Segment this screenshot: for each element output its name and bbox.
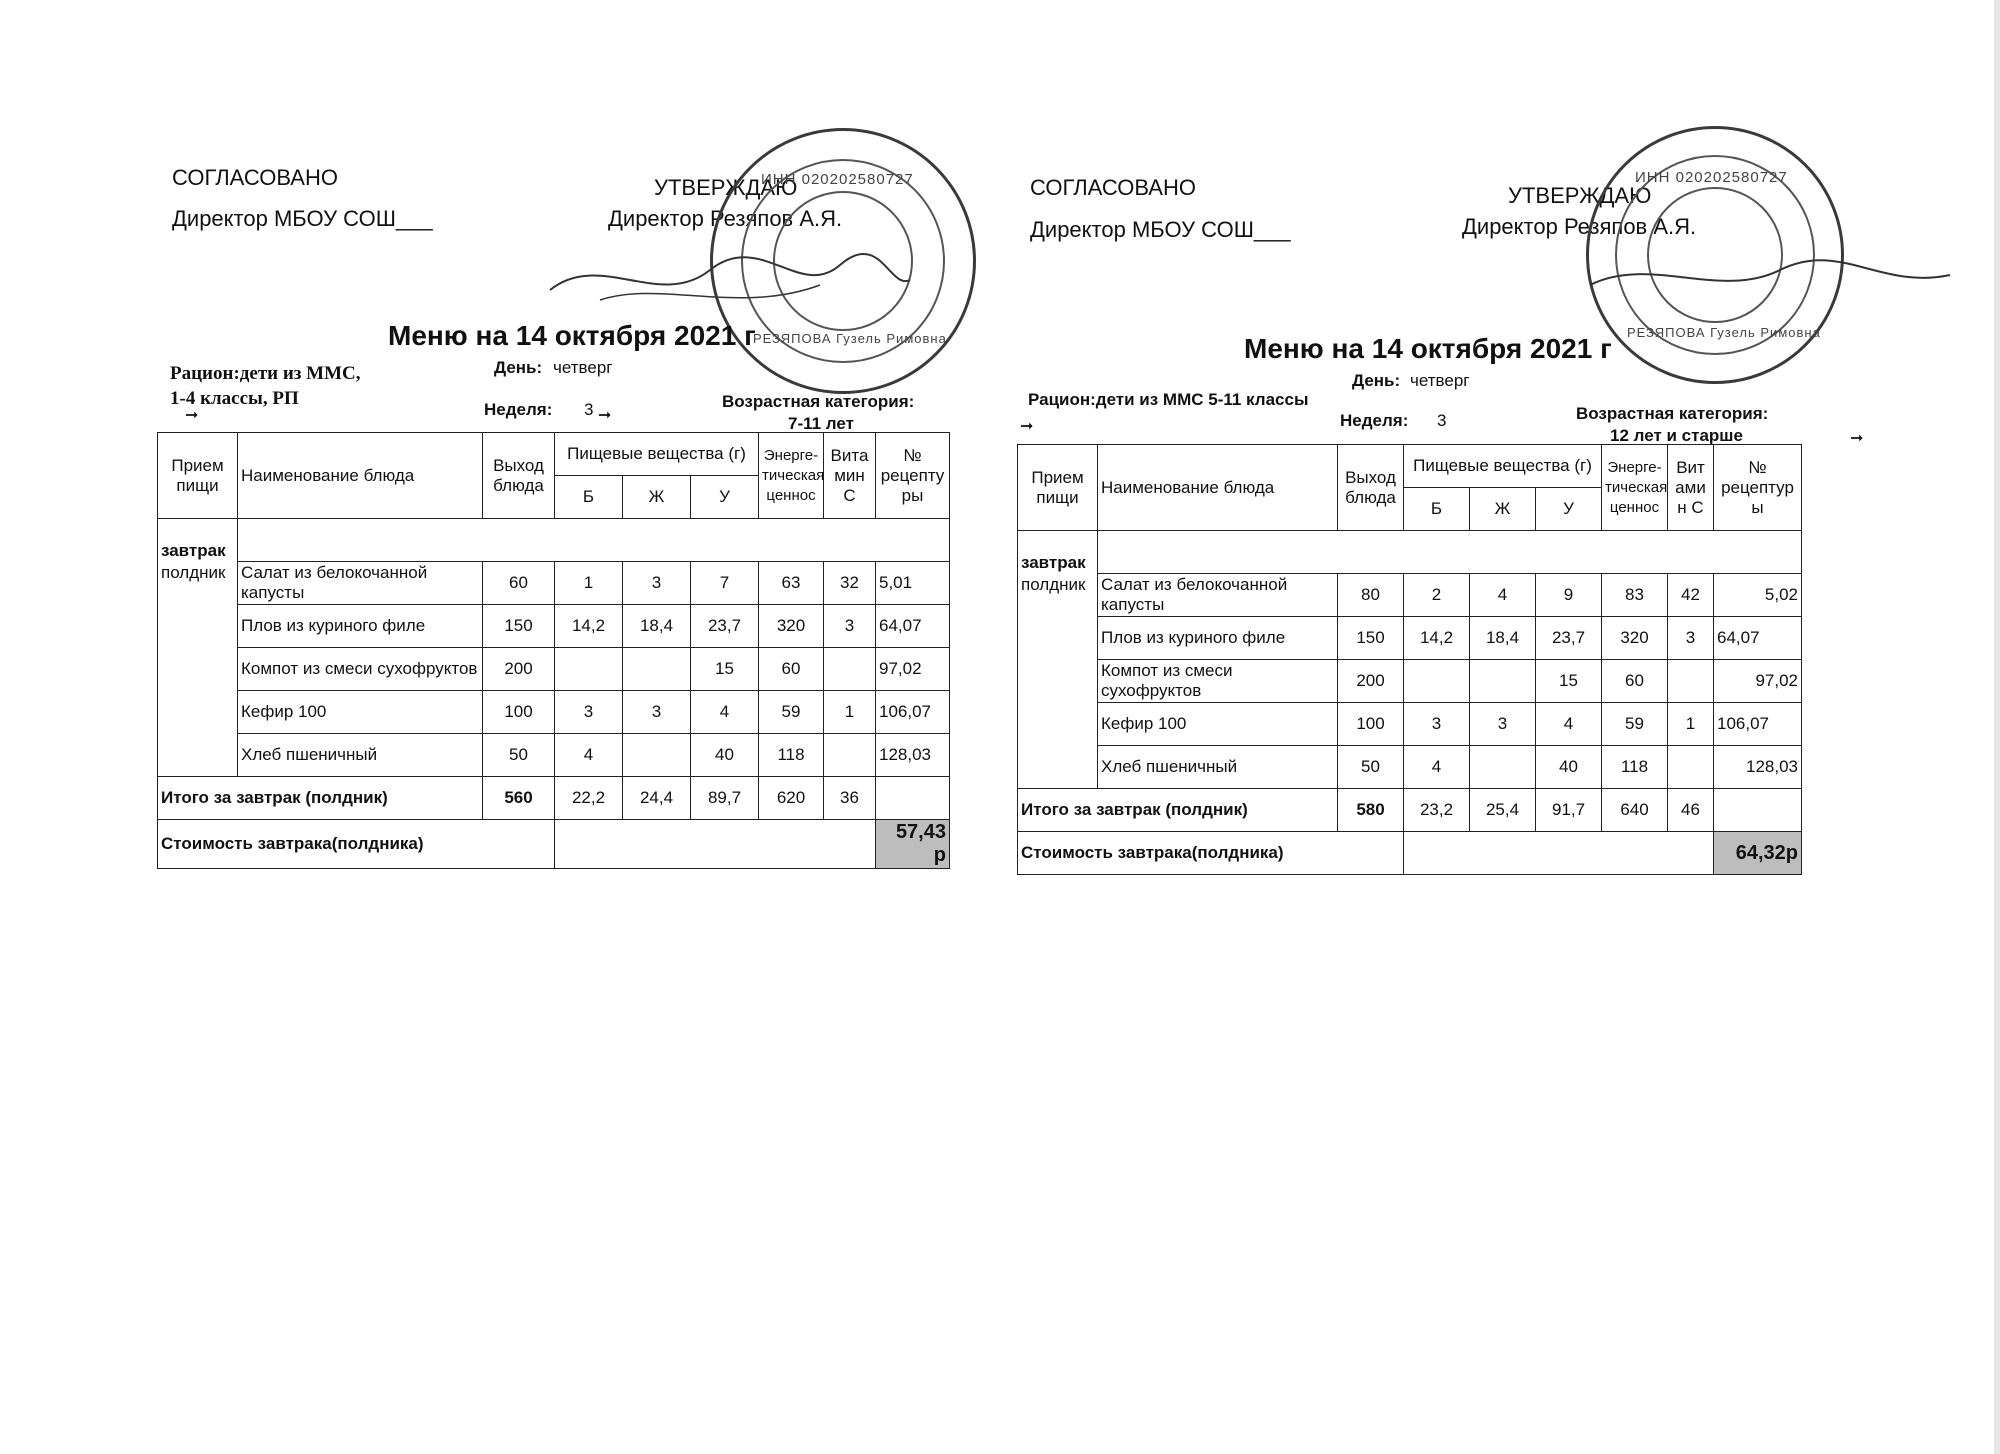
table-cell: 64,07 [1714, 617, 1802, 660]
table-cell: Стоимость завтрака(полдника) [158, 820, 555, 869]
table-cell: 46 [1668, 789, 1714, 832]
table-cell: 2 [1404, 574, 1470, 617]
meal-label-breakfast: завтрак [158, 519, 238, 562]
table-cell: 5,02 [1714, 574, 1802, 617]
table-cell: 3 [555, 691, 623, 734]
table-cell: 3 [824, 605, 876, 648]
table-row [1018, 617, 1802, 660]
table-cell: 4 [1404, 746, 1470, 789]
header-energy: Энерге-тическая ценнос [1602, 445, 1668, 531]
header-recipe: № рецепту ры [876, 433, 950, 519]
header-nutrients: Пищевые вещества (г) [555, 433, 759, 476]
header-dish: Наименование блюда [238, 433, 483, 519]
table-cell: 4 [691, 691, 759, 734]
table-cell: 23,2 [1404, 789, 1470, 832]
header-b: Б [555, 476, 623, 519]
table-cell: 118 [1602, 746, 1668, 789]
table-row [158, 562, 950, 605]
table-cell: 640 [1602, 789, 1668, 832]
director-school: Директор МБОУ СОШ___ [1030, 217, 1291, 242]
table-cell: ИНН 020202580727 [761, 171, 914, 188]
arrow-icon: ➞ [598, 407, 612, 424]
table-cell: 580 [1338, 789, 1404, 832]
table-cell: 4 [1536, 703, 1602, 746]
table-cell: 150 [483, 605, 555, 648]
table-cell: 106,07 [1714, 703, 1802, 746]
table-row [1018, 660, 1802, 703]
table-row [158, 691, 950, 734]
arrow-icon: ➞ [1850, 430, 1864, 447]
table-cell [1470, 746, 1536, 789]
table-row [158, 605, 950, 648]
arrow-icon: ➞ [1020, 418, 1034, 435]
director-name: Директор Резяпов А.Я. [1462, 214, 1697, 239]
ration-line-2: 1-4 классы, РП [170, 388, 299, 409]
table-cell: 91,7 [1536, 789, 1602, 832]
header-yield: Выход блюда [483, 433, 555, 519]
day-value: четверг [1410, 371, 1470, 390]
header-u: У [1536, 488, 1602, 531]
menu-title: Меню на 14 октября 2021 г [388, 320, 756, 351]
age-label: Возрастная категория: [1576, 404, 1769, 423]
approved-label: СОГЛАСОВАНО [1030, 175, 1196, 200]
table-cell: 42 [1668, 574, 1714, 617]
director-school: Директор МБОУ СОШ___ [172, 206, 433, 231]
table-row [158, 648, 950, 691]
table-cell: 24,4 [623, 777, 691, 820]
table-cell: 64,07 [876, 605, 950, 648]
table-cell: РЕЗЯПОВА Гузель Римовна [753, 331, 947, 346]
table-cell: 14,2 [1404, 617, 1470, 660]
table-cell: 7 [691, 562, 759, 605]
table-cell: 97,02 [876, 648, 950, 691]
table-cell: Компот из смеси сухофруктов [1098, 660, 1338, 703]
table-cell: Стоимость завтрака(полдника) [1018, 832, 1404, 875]
age-label: Возрастная категория: [722, 392, 915, 411]
age-value: 12 лет и старше [1610, 426, 1743, 445]
table-cell: Салат из белокочанной капусты [1098, 574, 1338, 617]
header-recipe: № рецептур ы [1714, 445, 1802, 531]
table-cell: 23,7 [1536, 617, 1602, 660]
table-cell: Итого за завтрак (полдник) [1018, 789, 1338, 832]
table-cell: 83 [1602, 574, 1668, 617]
table-cell: 100 [1338, 703, 1404, 746]
table-cell: 320 [1602, 617, 1668, 660]
table-cell: 3 [623, 562, 691, 605]
scan-edge [1994, 0, 2000, 1454]
meal-label-snack: полдник [158, 562, 238, 777]
table-cell: 15 [691, 648, 759, 691]
table-cell: 560 [483, 777, 555, 820]
table-cell: 150 [1338, 617, 1404, 660]
day-label: День: [494, 358, 543, 377]
week-value: 3 [1437, 411, 1447, 430]
table-cell: 1 [555, 562, 623, 605]
signature-icon [1580, 245, 1960, 305]
table-cell: 9 [1536, 574, 1602, 617]
table-cell: 59 [1602, 703, 1668, 746]
table-cell: 106,07 [876, 691, 950, 734]
table-cell: Итого за завтрак (полдник) [158, 777, 483, 820]
header-nutrients: Пищевые вещества (г) [1404, 445, 1602, 488]
table-row [1018, 746, 1802, 789]
table-cell: 60 [1602, 660, 1668, 703]
approved-label: СОГЛАСОВАНО [172, 165, 338, 190]
table-cell: 18,4 [623, 605, 691, 648]
table-cell: РЕЗЯПОВА Гузель Римовна [1627, 325, 1821, 340]
ration-line-1: Рацион:дети из ММС, [170, 363, 361, 384]
header-meal: Прием пищи [1018, 445, 1098, 531]
director-name: Директор Резяпов А.Я. [608, 206, 843, 231]
header-dish: Наименование блюда [1098, 445, 1338, 531]
table-cell [623, 734, 691, 777]
table-cell: 50 [1338, 746, 1404, 789]
menu-table [157, 432, 950, 869]
table-cell: 80 [1338, 574, 1404, 617]
menu-page-left [0, 0, 960, 1454]
table-cell: 1 [824, 691, 876, 734]
header-b: Б [1404, 488, 1470, 531]
menu-table [1017, 444, 1802, 875]
table-cell: 4 [555, 734, 623, 777]
table-cell: 18,4 [1470, 617, 1536, 660]
table-cell [1668, 660, 1714, 703]
age-value: 7-11 лет [788, 414, 854, 433]
table-cell: 320 [759, 605, 824, 648]
cost-row [158, 820, 950, 869]
table-cell: 4 [1470, 574, 1536, 617]
table-cell [555, 648, 623, 691]
table-cell: Хлеб пшеничный [238, 734, 483, 777]
menu-page-right [1000, 0, 1960, 1454]
meal-label-breakfast: завтрак [1018, 531, 1098, 574]
table-cell [623, 648, 691, 691]
header-zh: Ж [1470, 488, 1536, 531]
table-cell: Плов из куриного филе [1098, 617, 1338, 660]
table-cell: 3 [1404, 703, 1470, 746]
table-cell: 60 [759, 648, 824, 691]
table-cell: 3 [1470, 703, 1536, 746]
week-label: Неделя: [484, 400, 553, 419]
table-cell: 89,7 [691, 777, 759, 820]
arrow-icon: ➞ [185, 407, 199, 424]
ration-line-1: Рацион:дети из ММС 5-11 классы [1028, 390, 1309, 409]
table-cell: 200 [483, 648, 555, 691]
day-label: День: [1352, 371, 1401, 390]
table-cell: 36 [824, 777, 876, 820]
table-cell: 3 [623, 691, 691, 734]
table-cell: 118 [759, 734, 824, 777]
table-cell: ИНН 020202580727 [1635, 169, 1788, 186]
week-value: 3 [584, 400, 594, 419]
table-cell: 14,2 [555, 605, 623, 648]
table-cell: 15 [1536, 660, 1602, 703]
table-cell: 1 [1668, 703, 1714, 746]
cost-value: 64,32р [1714, 832, 1802, 875]
table-cell: 60 [483, 562, 555, 605]
table-cell: 32 [824, 562, 876, 605]
cost-row [1018, 832, 1802, 875]
table-cell: 200 [1338, 660, 1404, 703]
total-row [1018, 789, 1802, 832]
signature-icon [540, 240, 920, 320]
week-label: Неделя: [1340, 411, 1409, 430]
table-cell: 40 [1536, 746, 1602, 789]
header-zh: Ж [623, 476, 691, 519]
table-cell: 40 [691, 734, 759, 777]
table-cell: 620 [759, 777, 824, 820]
table-cell [1470, 660, 1536, 703]
table-cell: Плов из куриного филе [238, 605, 483, 648]
table-cell: 63 [759, 562, 824, 605]
header-vitamin: Вит ами н С [1668, 445, 1714, 531]
table-row [158, 734, 950, 777]
table-cell: 100 [483, 691, 555, 734]
table-cell: Кефир 100 [1098, 703, 1338, 746]
table-cell: 5,01 [876, 562, 950, 605]
table-cell: Компот из смеси сухофруктов [238, 648, 483, 691]
header-vitamin: Вита мин С [824, 433, 876, 519]
header-u: У [691, 476, 759, 519]
table-cell: 128,03 [1714, 746, 1802, 789]
table-cell [1668, 746, 1714, 789]
table-cell: 59 [759, 691, 824, 734]
table-cell: 128,03 [876, 734, 950, 777]
table-cell: Салат из белокочанной капусты [238, 562, 483, 605]
table-cell: Хлеб пшеничный [1098, 746, 1338, 789]
cost-value: 57,43 р [876, 820, 950, 869]
table-cell: 97,02 [1714, 660, 1802, 703]
day-value: четверг [553, 358, 613, 377]
table-cell: 3 [1668, 617, 1714, 660]
table-row [1018, 574, 1802, 617]
table-cell: 50 [483, 734, 555, 777]
table-cell [824, 648, 876, 691]
table-cell: Кефир 100 [238, 691, 483, 734]
table-cell: 22,2 [555, 777, 623, 820]
header-energy: Энерге-тическая ценнос [759, 433, 824, 519]
table-cell: 25,4 [1470, 789, 1536, 832]
table-cell [824, 734, 876, 777]
header-meal: Прием пищи [158, 433, 238, 519]
confirm-label: УТВЕРЖДАЮ [654, 175, 798, 200]
total-row [158, 777, 950, 820]
table-cell: 23,7 [691, 605, 759, 648]
header-yield: Выход блюда [1338, 445, 1404, 531]
table-row [1018, 703, 1802, 746]
meal-label-snack: полдник [1018, 574, 1098, 789]
confirm-label: УТВЕРЖДАЮ [1508, 183, 1652, 208]
table-cell [1404, 660, 1470, 703]
menu-title: Меню на 14 октября 2021 г [1244, 333, 1612, 364]
